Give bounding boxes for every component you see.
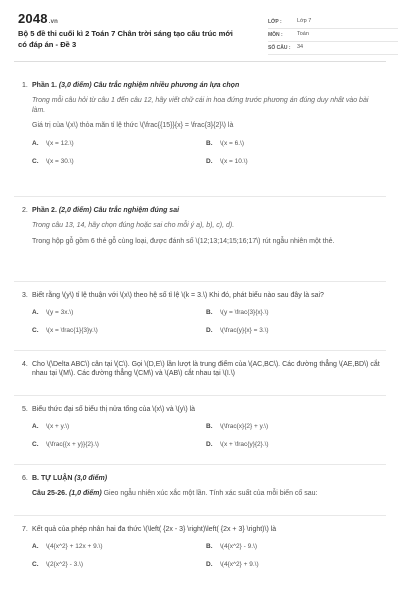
section-heading — [32, 474, 380, 483]
question-number: 2. — [22, 207, 28, 214]
section-heading-detail: (3,0 điểm) Câu trắc nghiệm nhiều phương án lựa chọn — [56, 82, 240, 89]
option-text: \(y = 3x.\) — [46, 309, 74, 317]
divider — [14, 350, 386, 351]
option-text: \(4{x^2} - 9.\) — [220, 543, 258, 551]
meta-row-class — [268, 16, 398, 29]
option-a[interactable] — [32, 543, 206, 552]
option-text: \(x = \frac{1}{3}y.\) — [46, 327, 98, 335]
exam-meta-table — [268, 16, 398, 55]
option-text: \(y = \frac{3}{x}.\) — [220, 309, 269, 317]
meta-label: SỐ CÂU : — [268, 44, 291, 51]
option-key: A. — [32, 309, 39, 317]
question-item — [14, 525, 386, 570]
section-heading-label: Phần 1. — [32, 82, 57, 89]
divider — [14, 196, 386, 197]
option-key: B. — [206, 309, 213, 317]
question-text: Giá trị của \(x\) thỏa mãn tỉ lệ thức \(\frac{{15}}{x} = \frac{3}{2}\) là — [32, 122, 234, 130]
meta-value: Toán — [297, 31, 309, 38]
answer-options — [32, 423, 380, 450]
page-title: Bộ 5 đề thi cuối kì 2 Toán 7 Chân trời sáng tạo cấu trúc mới có đáp án - Đề 3 — [18, 29, 233, 49]
question-body: Gieo ngẫu nhiên xúc xắc một lần. Tính xác suất của mỗi biến cố sau: — [101, 490, 318, 498]
site-logo[interactable] — [18, 10, 58, 28]
option-c[interactable] — [32, 561, 206, 570]
section-heading-label: Phần 2. — [32, 207, 57, 214]
option-key: B. — [206, 543, 213, 551]
option-text: \(x = 30.\) — [46, 157, 74, 165]
option-text: \(x = 10.\) — [220, 157, 248, 165]
meta-value: Lớp 7 — [297, 18, 312, 25]
question-item — [14, 81, 386, 166]
page-header — [14, 0, 386, 62]
question-item — [14, 206, 386, 246]
divider — [14, 515, 386, 516]
option-text: \(x = 12.\) — [46, 139, 74, 147]
option-text: \(x = 6.\) — [220, 139, 245, 147]
option-key: D. — [206, 441, 213, 449]
option-key: A. — [32, 139, 39, 147]
section-heading-label: B. TỰ LUẬN — [32, 475, 73, 482]
section-instructions: Trong mỗi câu hỏi từ câu 1 đến câu 12, hãy viết chữ cái in hoa đứng trước phương án đúng duy nhất vào bài làm. — [32, 97, 369, 114]
option-key: C. — [32, 561, 39, 569]
option-c[interactable] — [32, 441, 206, 450]
section-heading-detail: (3,0 điểm) — [72, 475, 108, 482]
question-text: Trong hộp gỗ gồm 6 thẻ gỗ cùng loại, được đánh số \(12;13;14;15;16;17\) rút ngẫu nhiên một thẻ. — [32, 237, 335, 245]
question-text: Biết rằng \(y\) tỉ lệ thuận với \(x\) theo hệ số tỉ lệ \(k = 3.\) Khi đó, phát biểu nào sau đây là sai? — [32, 292, 324, 299]
meta-value: 34 — [297, 44, 304, 51]
option-d[interactable] — [206, 158, 380, 167]
option-key: C. — [32, 327, 39, 335]
question-points: (1,0 điểm) — [67, 490, 102, 498]
question-text: Biểu thức đại số biểu thị nửa tổng của \(x\) và \(y\) là — [32, 406, 196, 413]
meta-label: LỚP : — [268, 18, 282, 25]
option-a[interactable] — [32, 140, 206, 149]
option-b[interactable] — [206, 423, 380, 432]
question-item — [14, 405, 386, 450]
option-a[interactable] — [32, 423, 206, 432]
option-key: A. — [32, 423, 39, 431]
section-heading — [32, 81, 380, 90]
question-number: 7. — [22, 526, 28, 533]
option-key: B. — [206, 423, 213, 431]
divider — [14, 395, 386, 396]
meta-label: MÔN : — [268, 31, 283, 38]
question-number: 3. — [22, 292, 28, 299]
option-b[interactable] — [206, 309, 380, 318]
option-key: D. — [206, 561, 213, 569]
divider — [14, 464, 386, 465]
question-number: 5. — [22, 406, 28, 413]
option-b[interactable] — [206, 543, 380, 552]
question-item — [14, 360, 386, 379]
option-c[interactable] — [32, 158, 206, 167]
option-text: \(\frac{{x + y}}{2}.\) — [46, 441, 99, 449]
question-text: Cho \(\Delta ABC\) cân tại \(C\). Gọi \(D,E\) lần lượt là trung điểm của \(AC,BC\). Các đường thẳng \(AE,BD\) cắt nhau tại \(M\). Các đường thẳng \(CM\) và \(AB\) cắt nhau tại \(I.\) — [32, 361, 380, 378]
question-text — [32, 489, 380, 498]
option-key: B. — [206, 139, 213, 147]
logo-main: 2048 — [18, 11, 48, 26]
question-label: Câu 25-26. — [32, 490, 68, 498]
option-d[interactable] — [206, 327, 380, 336]
option-text: \(4{x^2} + 12x + 9.\) — [46, 543, 103, 551]
answer-options — [32, 543, 380, 570]
question-item — [14, 474, 386, 499]
option-text: \(\frac{x}{2} + y.\) — [220, 423, 269, 431]
question-number: 6. — [22, 475, 28, 482]
section-heading — [32, 206, 380, 215]
option-text: \(x + y.\) — [46, 423, 70, 431]
option-d[interactable] — [206, 441, 380, 450]
option-b[interactable] — [206, 140, 380, 149]
option-key: C. — [32, 441, 39, 449]
option-text: \(x + \frac{y}{2}.\) — [220, 441, 269, 449]
option-text: \(4{x^2} + 9.\) — [220, 561, 259, 569]
answer-options — [32, 140, 380, 167]
section-instructions: Trong câu 13, 14, hãy chọn đúng hoặc sai cho mỗi ý a), b), c), d). — [32, 222, 235, 230]
option-text: \(2{x^2} - 3.\) — [46, 561, 84, 569]
meta-row-count — [268, 42, 398, 55]
answer-options — [32, 309, 380, 336]
option-key: C. — [32, 157, 39, 165]
option-key: D. — [206, 157, 213, 165]
option-text: \(\frac{y}{x} = 3.\) — [220, 327, 269, 335]
section-heading-detail: (2,0 điểm) Câu trắc nghiệm đúng sai — [56, 207, 180, 214]
divider — [14, 281, 386, 282]
logo-suffix: .vn — [48, 19, 59, 25]
question-item — [14, 291, 386, 336]
question-text: Kết quả của phép nhân hai đa thức \(\left( {2x - 3} \right)\left( {2x + 3} \right)\) là — [32, 526, 277, 533]
option-a[interactable] — [32, 309, 206, 318]
meta-row-subject — [268, 29, 398, 42]
question-number: 1. — [22, 82, 28, 89]
option-c[interactable] — [32, 327, 206, 336]
option-d[interactable] — [206, 561, 380, 570]
option-key: D. — [206, 327, 213, 335]
question-number: 4. — [22, 361, 28, 368]
option-key: A. — [32, 543, 39, 551]
